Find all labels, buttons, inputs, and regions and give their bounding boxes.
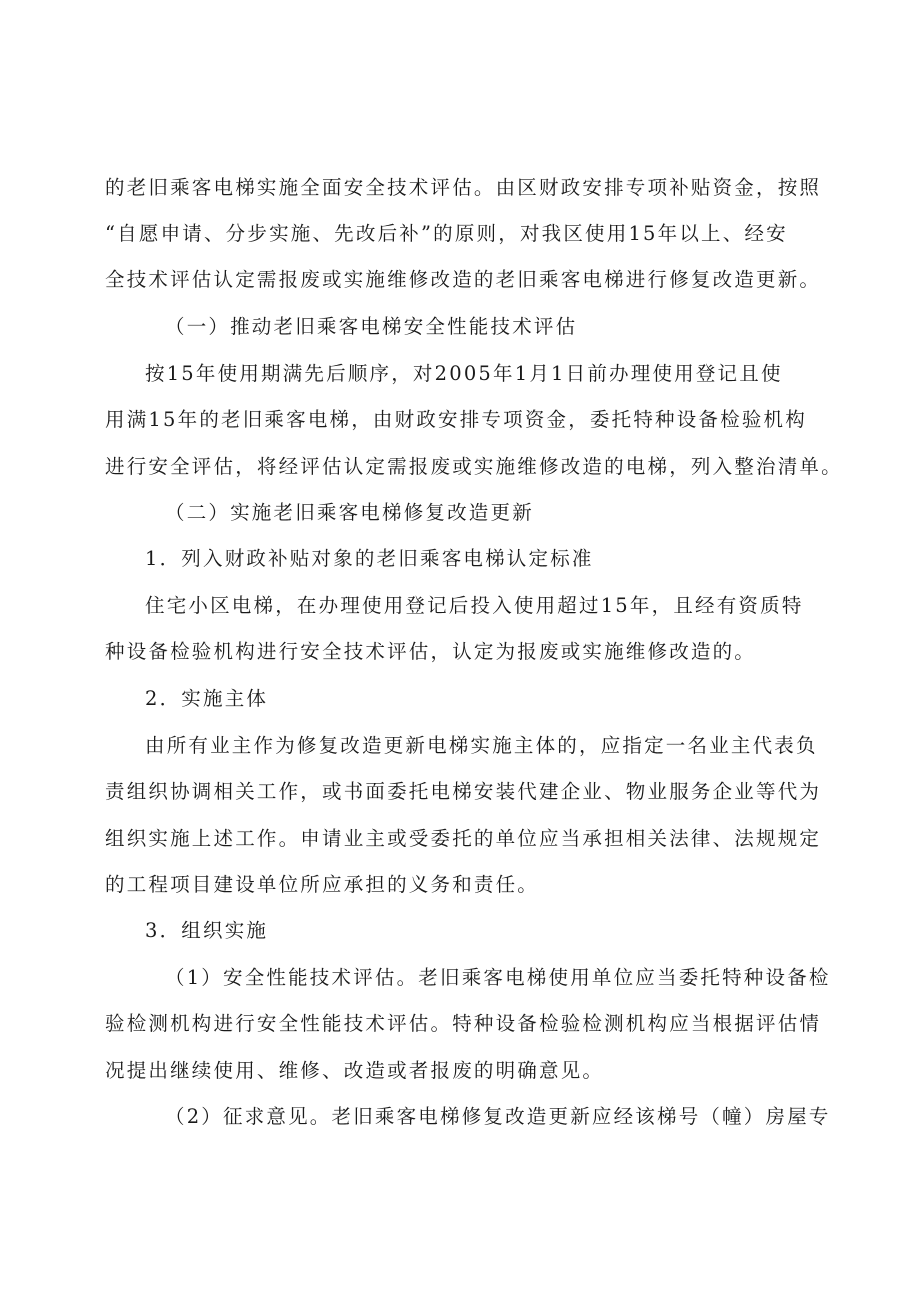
- body-text-line: 验检测机构进行安全性能技术评估。特种设备检验检测机构应当根据评估情: [105, 1012, 822, 1035]
- body-text-line: 的老旧乘客电梯实施全面安全技术评估。由区财政安排专项补贴资金，按照: [105, 176, 822, 199]
- body-text-line: 况提出继续使用、维修、改造或者报废的明确意见。: [105, 1059, 605, 1082]
- body-text-line: 组织实施上述工作。申请业主或受委托的单位应当承担相关法律、法规规定: [105, 827, 822, 850]
- body-text-line: 用满15年的老旧乘客电梯，由财政安排专项资金，委托特种设备检验机构: [105, 408, 807, 431]
- body-text-line: 全技术评估认定需报废或实施维修改造的老旧乘客电梯进行修复改造更新。: [105, 268, 822, 291]
- section-heading: （一）推动老旧乘客电梯安全性能技术评估: [165, 315, 578, 338]
- section-heading: （二）实施老旧乘客电梯修复改造更新: [165, 501, 534, 524]
- subsection-heading: 1．列入财政补贴对象的老旧乘客电梯认定标准: [145, 547, 594, 570]
- body-text-line: 责组织协调相关工作，或书面委托电梯安装代建企业、物业服务企业等代为: [105, 780, 822, 803]
- body-text-line: 按15年使用期满先后顺序，对2005年1月1日前办理使用登记且使: [145, 362, 783, 385]
- subsection-heading: 3．组织实施: [145, 919, 269, 942]
- body-text-line: （2）征求意见。老旧乘客电梯修复改造更新应经该梯号（幢）房屋专: [165, 1105, 831, 1128]
- body-text-line: 住宅小区电梯，在办理使用登记后投入使用超过15年，且经有资质特: [145, 594, 804, 617]
- body-text-line: （1）安全性能技术评估。老旧乘客电梯使用单位应当委托特种设备检: [165, 966, 831, 989]
- subsection-heading: 2．实施主体: [145, 687, 269, 710]
- body-text-line: 的工程项目建设单位所应承担的义务和责任。: [105, 873, 540, 896]
- body-text-line: 种设备检验机构进行安全技术评估，认定为报废或实施维修改造的。: [105, 640, 757, 663]
- body-text-line: 由所有业主作为修复改造更新电梯实施主体的，应指定一名业主代表负: [145, 734, 818, 757]
- body-text-line: 进行安全评估，将经评估认定需报废或实施维修改造的电梯，列入整治清单。: [105, 455, 843, 478]
- body-text-line: “自愿申请、分步实施、先改后补”的原则，对我区使用15年以上、经安: [105, 222, 788, 245]
